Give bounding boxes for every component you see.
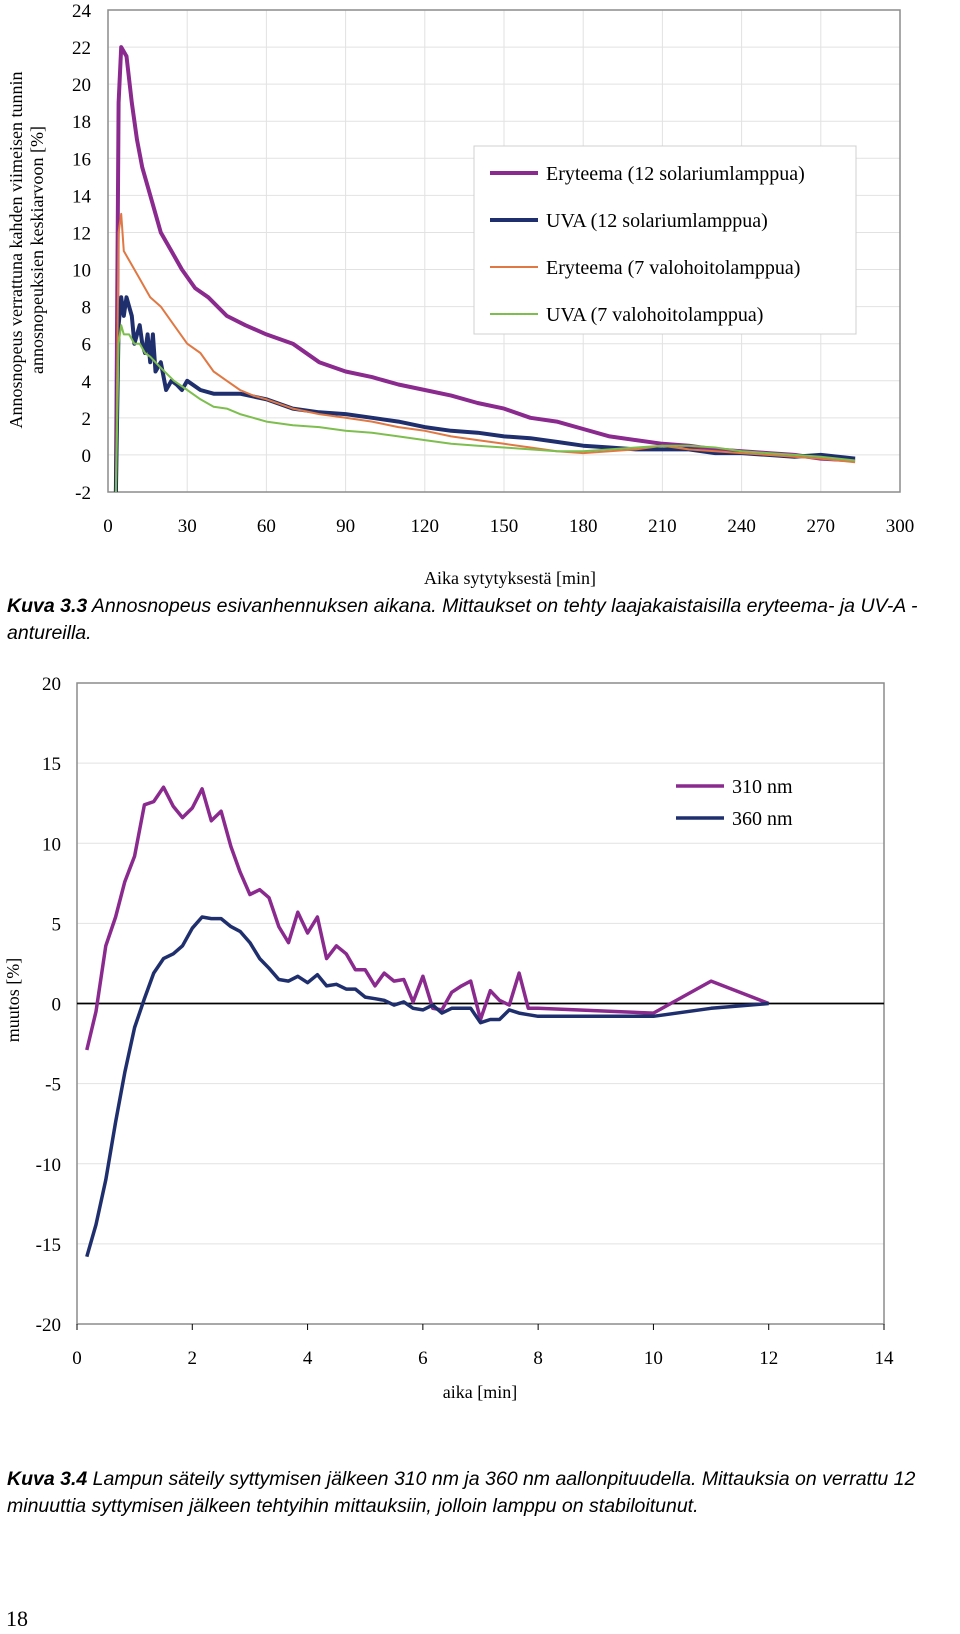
x-tick-label: 8 [533,1348,543,1369]
chart-annosnopeus [0,0,960,590]
x-tick-label: 150 [489,516,519,537]
legend-label: UVA (7 valohoitolamppua) [546,304,764,326]
y-axis-label: muutos [%] [3,957,23,1043]
legend-label: 360 nm [732,808,793,830]
y-tick-label: 4 [81,371,91,393]
x-tick-label: 60 [256,516,276,537]
figure-caption-3-4 [7,1466,952,1520]
legend-label: Eryteema (12 solariumlamppua) [546,163,805,185]
figure-caption-3-3 [7,593,952,647]
x-tick-label: 210 [648,516,677,537]
y-tick-label: 14 [72,186,91,208]
x-tick-label: 4 [302,1348,313,1369]
y-tick-label: 15 [42,754,61,776]
y-tick-label: 12 [72,223,91,245]
x-axis-label: Aika sytytyksestä [min] [424,568,596,588]
x-tick-label: 90 [336,516,356,537]
y-tick-label: 10 [42,834,61,856]
y-tick-label: 0 [51,994,61,1016]
x-axis-label: aika [min] [442,1382,518,1402]
y-tick-label: 20 [72,75,91,97]
y-tick-label: 8 [81,297,91,319]
y-tick-label: 24 [72,1,91,22]
y-tick-label: -20 [35,1315,61,1336]
y-tick-label: 20 [42,674,61,695]
y-tick-label: -10 [35,1154,61,1176]
series-line-1 [87,787,769,1050]
y-tick-label: 6 [81,334,91,356]
page-number: 18 [6,1606,28,1631]
x-tick-label: 240 [727,516,756,537]
legend-label: UVA (12 solariumlamppua) [546,210,768,232]
y-tick-label: -5 [45,1074,61,1096]
x-tick-label: 6 [418,1348,428,1369]
y-axis-label: annosnopeuksien keskiarvoon [%] [27,126,47,374]
series-line-4 [116,325,855,492]
x-tick-label: 300 [885,516,915,537]
y-tick-label: 16 [72,149,91,171]
y-tick-label: 22 [72,38,91,60]
series-line-2 [87,917,769,1257]
x-tick-label: 30 [177,516,197,537]
y-tick-label: 5 [51,914,61,936]
caption-label: Kuva 3.4 [7,1468,88,1490]
x-tick-label: 0 [72,1348,82,1369]
x-tick-label: 12 [759,1348,779,1369]
chart-muutos [0,674,960,1450]
caption-label: Kuva 3.3 [7,595,88,617]
x-tick-label: 0 [103,516,113,537]
y-tick-label: 10 [72,260,91,282]
legend-label: Eryteema (7 valohoitolamppua) [546,257,801,279]
caption-text: Lampun säteily syttymisen jälkeen 310 nm ja 360 nm aallonpituudella. Mittauksia on verrattu 12 minuuttia syttymisen jälkeen tehtyihin mittauksiin, jolloin lamppu on stabiloitunut. [7,1468,916,1517]
x-tick-label: 14 [874,1348,894,1369]
y-tick-label: -2 [75,483,91,504]
y-tick-label: -15 [35,1234,61,1256]
caption-text: Annosnopeus esivanhennuksen aikana. Mittaukset on tehty laajakaistaisilla eryteema- ja UV-A -antureilla. [7,595,918,644]
y-tick-label: 2 [81,408,91,430]
x-tick-label: 10 [643,1348,663,1369]
x-tick-label: 180 [568,516,598,537]
legend-label: 310 nm [732,776,793,798]
x-tick-label: 2 [187,1348,198,1369]
x-tick-label: 120 [410,516,440,537]
y-axis-label: Annosnopeus verrattuna kahden viimeisen tunnin [6,71,26,429]
x-tick-label: 270 [806,516,836,537]
y-tick-label: 0 [81,445,91,467]
y-tick-label: 18 [72,112,91,134]
